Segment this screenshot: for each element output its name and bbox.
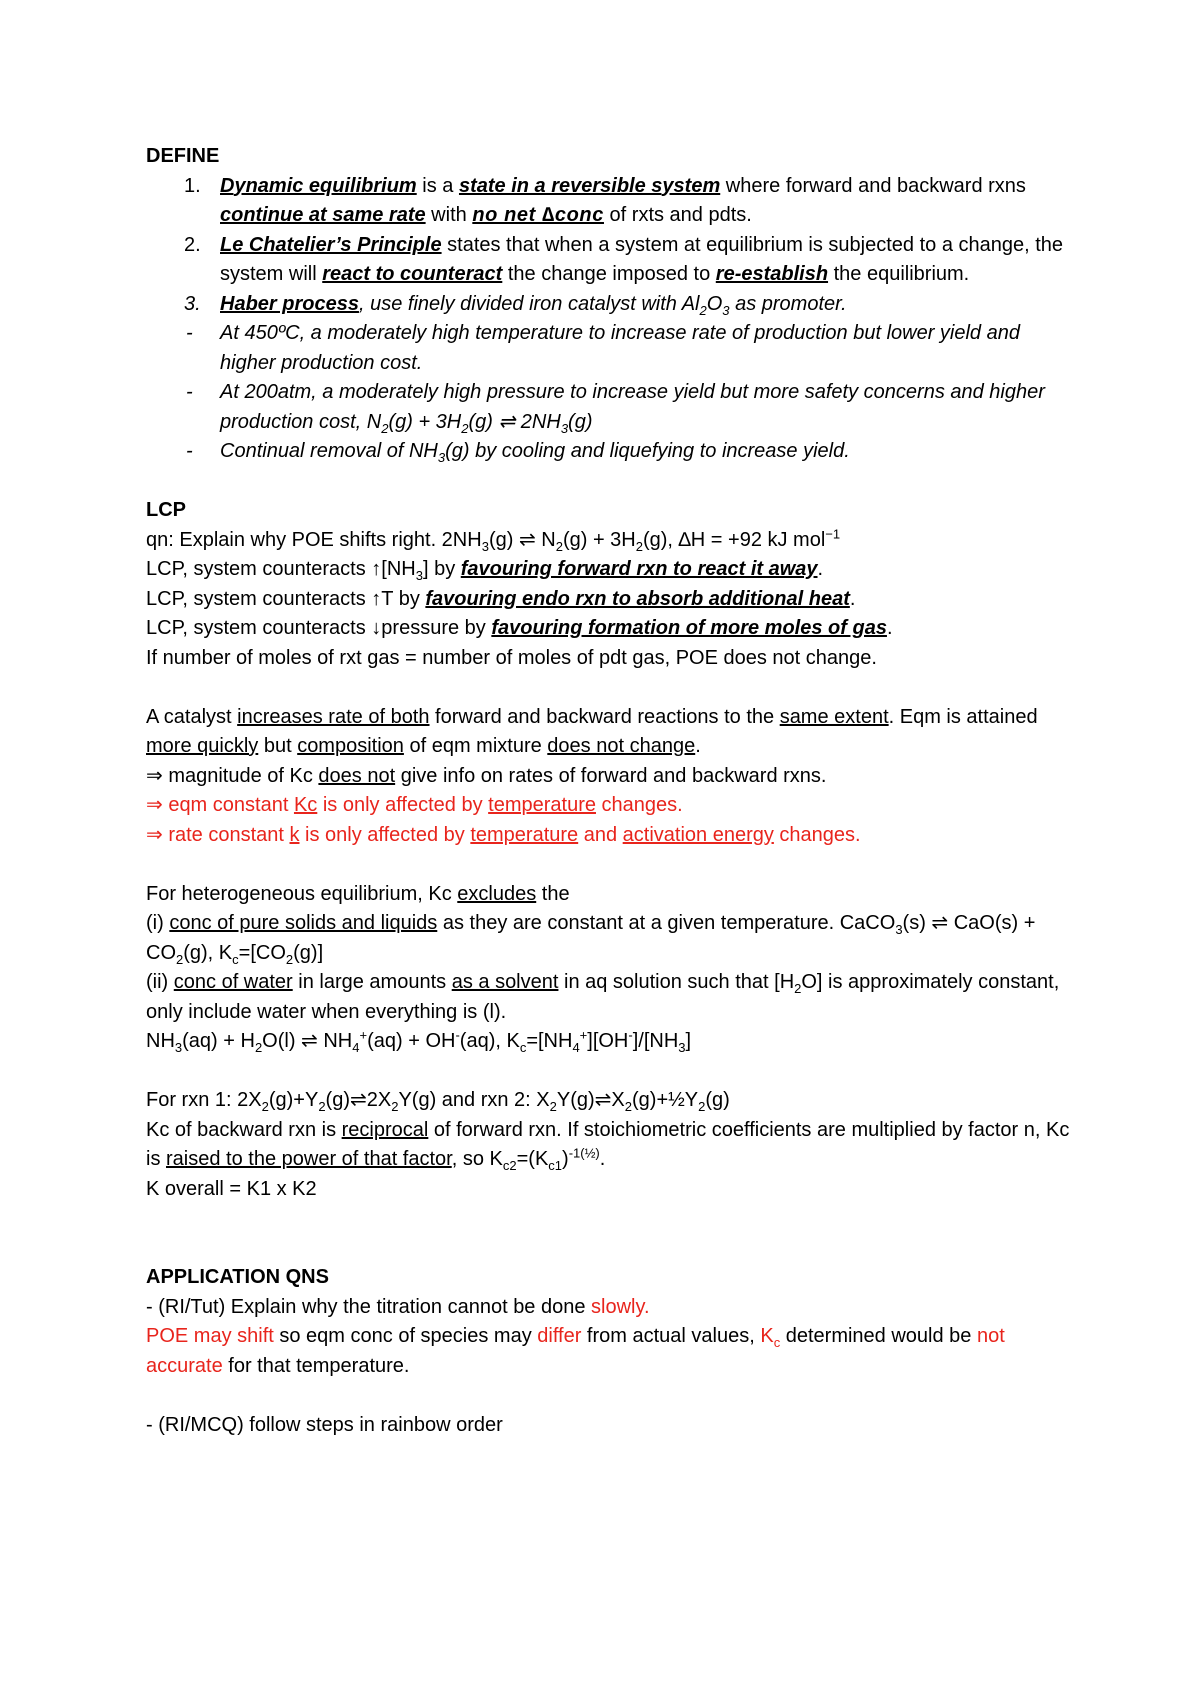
text: (aq) + H — [182, 1030, 255, 1052]
text: (g) + 3H — [562, 528, 636, 551]
rxn-line: K overall = K1 x K2 — [146, 1177, 317, 1200]
text: (g)⇌2X — [325, 1089, 392, 1111]
text: in large amounts — [292, 971, 452, 993]
text: (i) — [146, 912, 170, 934]
red-text: not accurate — [146, 1325, 1005, 1377]
superscript: -1(½) — [568, 1145, 600, 1161]
text: . — [817, 558, 824, 580]
catalyst-line — [146, 762, 1076, 792]
subscript: 3 — [437, 450, 446, 465]
emphasis-text: favouring endo rxn to absorb additional heat — [425, 587, 850, 610]
emphasis-text: continue at same rate — [220, 204, 426, 226]
text: (g)] — [293, 941, 324, 964]
text: =[CO — [238, 941, 286, 964]
rxn-line — [146, 1116, 1076, 1175]
text: (g) + 3H — [388, 410, 462, 433]
subscript: 3 — [174, 1040, 183, 1055]
text: with — [425, 204, 473, 226]
text: (aq), K — [459, 1030, 520, 1052]
underlined-text: excludes — [457, 882, 537, 905]
subscript: 3 — [560, 420, 569, 436]
bullet-dash: - — [186, 381, 193, 403]
emphasis-text: favouring forward rxn to react it away — [460, 558, 818, 580]
text: (aq) + OH — [367, 1030, 456, 1052]
underlined-text: activation energy — [622, 823, 774, 846]
text: For rxn 1: 2X — [146, 1089, 262, 1111]
emphasis-text: react to counteract — [322, 263, 503, 285]
list-number: 1. — [184, 174, 201, 197]
lcp-line: If number of moles of rxt gas = number of moles of pdt gas, POE does not change. — [146, 646, 877, 669]
underlined-text: as a solvent — [451, 971, 559, 993]
app-question — [146, 1293, 1076, 1323]
text: states that when a system at equilibrium is subjected to a change, the system will — [220, 233, 1064, 285]
text: give info on rates of forward and backward rxns. — [395, 764, 827, 787]
text: (s) ⇌ CaO(s) + CO — [146, 912, 1036, 964]
text: At 200atm, a moderately high pressure to increase yield but more safety concerns and higher production cost, N — [220, 381, 1045, 433]
underlined-text: composition — [297, 735, 404, 757]
underlined-text: increases rate of both — [237, 705, 430, 728]
superscript: - — [455, 1027, 460, 1043]
term-haber-process: Haber process — [220, 292, 359, 315]
subscript: 2 — [698, 1099, 706, 1114]
superscript: −1 — [825, 525, 841, 541]
emphasis-text: favouring formation of more moles of gas — [491, 617, 887, 639]
rxn-line — [146, 1086, 1076, 1116]
subscript: 2 — [176, 951, 184, 967]
text: O] is approximately constant, only include water when everything is (l). — [146, 971, 1060, 1023]
text: in aq solution such that [H — [558, 971, 795, 993]
text: ⇒ rate constant — [146, 823, 290, 846]
catalyst-line-red — [146, 821, 1076, 851]
definition-item-2 — [146, 231, 1076, 290]
text: ]/[NH — [632, 1030, 679, 1052]
text: ⇒ eqm constant — [146, 794, 294, 816]
underlined-text: raised to the power of that factor — [166, 1148, 452, 1170]
text: ][OH — [587, 1030, 629, 1052]
text: forward and backward reactions to the — [429, 705, 780, 728]
underlined-text: k — [289, 823, 300, 846]
red-text: differ — [537, 1325, 582, 1347]
superscript: + — [579, 1027, 588, 1043]
bullet-item — [146, 437, 1076, 467]
text: (ii) — [146, 971, 174, 993]
lcp-line — [146, 555, 1076, 585]
definition-item-1 — [146, 172, 1076, 231]
lcp-question — [146, 526, 1076, 556]
red-text: K — [760, 1325, 774, 1347]
subscript: 3 — [415, 568, 423, 583]
text: the — [536, 882, 570, 905]
bullet-item — [146, 378, 1076, 437]
superscript: - — [628, 1027, 633, 1043]
hetero-line — [146, 880, 1076, 910]
underlined-text: does not — [318, 764, 396, 787]
text: O — [706, 292, 723, 315]
subscript: 3 — [895, 922, 903, 937]
text: of eqm mixture — [403, 735, 548, 757]
lcp-line — [146, 614, 1076, 644]
text: is only affected by — [317, 794, 489, 816]
term-le-chatelier: Le Chatelier’s Principle — [220, 233, 442, 256]
text: Kc of backward rxn is — [146, 1118, 342, 1141]
text: ] by — [422, 558, 461, 580]
text: . Eqm is attained — [888, 705, 1038, 728]
text: (g) by cooling and liquefying to increase yield. — [445, 440, 850, 462]
subscript: 3 — [481, 538, 489, 554]
underlined-text: conc of water — [173, 971, 293, 993]
underlined-text: conc of pure solids and liquids — [169, 912, 438, 934]
underlined-text: does not change — [547, 735, 696, 757]
bullet-item — [146, 319, 1076, 378]
text: Y(g)⇌X — [556, 1089, 625, 1111]
text: . — [849, 587, 856, 610]
subscript: 2 — [624, 1099, 632, 1114]
text: so eqm conc of species may — [273, 1325, 538, 1347]
text: changes. — [773, 823, 861, 846]
define-heading: DEFINE — [146, 145, 220, 167]
list-number: 3. — [184, 292, 201, 315]
text: . — [886, 617, 893, 639]
text: the change imposed to — [502, 263, 716, 285]
text: from actual values, — [581, 1325, 761, 1347]
text: and — [578, 823, 623, 846]
text: At 450ºC, a moderately high temperature to increase rate of production but lower yield and higher production cost. — [220, 322, 1020, 374]
definition-item-3 — [146, 290, 1076, 320]
text: of forward rxn. If stoichiometric coefficients are multiplied by factor n, Kc is — [146, 1118, 1070, 1170]
text: (g), ∆H = +92 kJ mol — [642, 528, 826, 551]
subscript: 2 — [381, 420, 389, 436]
emphasis-text: no net ∆conc — [472, 204, 604, 226]
underlined-text: reciprocal — [341, 1118, 429, 1141]
bullet-dash: - — [186, 440, 193, 462]
underlined-text: more quickly — [146, 735, 259, 757]
subscript: c2 — [502, 1158, 517, 1173]
app-question: - (RI/MCQ) follow steps in rainbow order — [146, 1413, 503, 1436]
red-text: slowly. — [591, 1295, 650, 1318]
text: =(K — [516, 1148, 549, 1170]
text: the equilibrium. — [828, 263, 970, 285]
subscript: 2 — [391, 1099, 399, 1114]
subscript: c — [232, 951, 239, 967]
text: Y(g) and rxn 2: X — [398, 1089, 550, 1111]
hetero-line — [146, 968, 1076, 1027]
text: but — [258, 735, 298, 757]
subscript: 2 — [699, 302, 707, 318]
subscript: 3 — [722, 302, 730, 318]
bullet-dash: - — [186, 322, 193, 344]
text: (g) ⇌ N — [488, 528, 556, 551]
catalyst-paragraph — [146, 703, 1076, 762]
subscript: 2 — [461, 420, 469, 436]
text: O(l) ⇌ NH — [262, 1030, 353, 1052]
text: qn: Explain why POE shifts right. 2NH — [146, 528, 482, 551]
lcp-line — [146, 585, 1076, 615]
underlined-text: Kc — [293, 794, 318, 816]
text: as they are constant at a given temperature. CaCO — [437, 912, 896, 934]
text: . — [695, 735, 701, 757]
red-text: POE may shift — [146, 1325, 274, 1347]
text: where forward and backward rxns — [720, 174, 1026, 197]
text: Continual removal of NH — [220, 440, 438, 462]
text: is only affected by — [299, 823, 471, 846]
hetero-equation — [146, 1027, 1076, 1057]
underlined-text: temperature — [470, 823, 579, 846]
hetero-line — [146, 909, 1076, 968]
term-dynamic-equilibrium: Dynamic equilibrium — [220, 174, 417, 197]
subscript: 2 — [555, 538, 563, 554]
subscript: 2 — [794, 981, 802, 996]
subscript: 2 — [318, 1099, 326, 1114]
app-answer — [146, 1322, 1076, 1381]
text: LCP, system counteracts ↓pressure by — [146, 617, 492, 639]
text: is a — [416, 174, 459, 197]
text: ] — [685, 1030, 692, 1052]
text: (g) — [705, 1089, 730, 1111]
text: ) — [562, 1148, 569, 1170]
subscript: 3 — [678, 1040, 686, 1055]
text: =[NH — [526, 1030, 573, 1052]
emphasis-text: re-establish — [715, 263, 829, 285]
text: A catalyst — [146, 705, 238, 728]
text: - (RI/Tut) Explain why the titration cannot be done — [146, 1295, 592, 1318]
lcp-heading: LCP — [146, 499, 186, 521]
text: determined would be — [780, 1325, 977, 1347]
subscript: 2 — [635, 538, 643, 554]
subscript: 2 — [261, 1099, 269, 1114]
catalyst-line-red — [146, 791, 1076, 821]
text: LCP, system counteracts ↑T by — [146, 587, 426, 610]
underlined-text: temperature — [488, 794, 596, 816]
subscript: c — [773, 1335, 781, 1350]
text: as promoter. — [729, 292, 847, 315]
text: , use finely divided iron catalyst with Al — [358, 292, 700, 315]
text: , so K — [451, 1148, 503, 1170]
text: of rxts and pdts. — [603, 204, 752, 226]
text: NH — [146, 1030, 175, 1052]
text: . — [599, 1148, 606, 1170]
underlined-text: same extent — [779, 705, 889, 728]
text: (g)+½Y — [632, 1089, 699, 1111]
subscript: 2 — [549, 1099, 557, 1114]
text: for that temperature. — [222, 1354, 410, 1377]
superscript: + — [359, 1027, 368, 1043]
document-page — [146, 142, 1076, 1440]
text: (g), K — [183, 941, 233, 964]
list-number: 2. — [184, 233, 201, 256]
text: LCP, system counteracts ↑[NH — [146, 558, 416, 580]
text: changes. — [595, 794, 683, 816]
subscript: c1 — [548, 1158, 563, 1173]
application-heading: APPLICATION QNS — [146, 1266, 329, 1288]
text: ⇒ magnitude of Kc — [146, 764, 319, 787]
subscript: 4 — [352, 1040, 360, 1055]
subscript: c — [519, 1040, 527, 1055]
emphasis-text: state in a reversible system — [458, 174, 721, 197]
text: (g) ⇌ 2NH — [468, 410, 561, 433]
subscript: 4 — [572, 1040, 580, 1055]
text: (g) — [568, 410, 593, 433]
subscript: 2 — [285, 951, 294, 967]
text: For heterogeneous equilibrium, Kc — [146, 882, 458, 905]
text: (g)+Y — [268, 1089, 319, 1111]
subscript: 2 — [254, 1040, 263, 1055]
